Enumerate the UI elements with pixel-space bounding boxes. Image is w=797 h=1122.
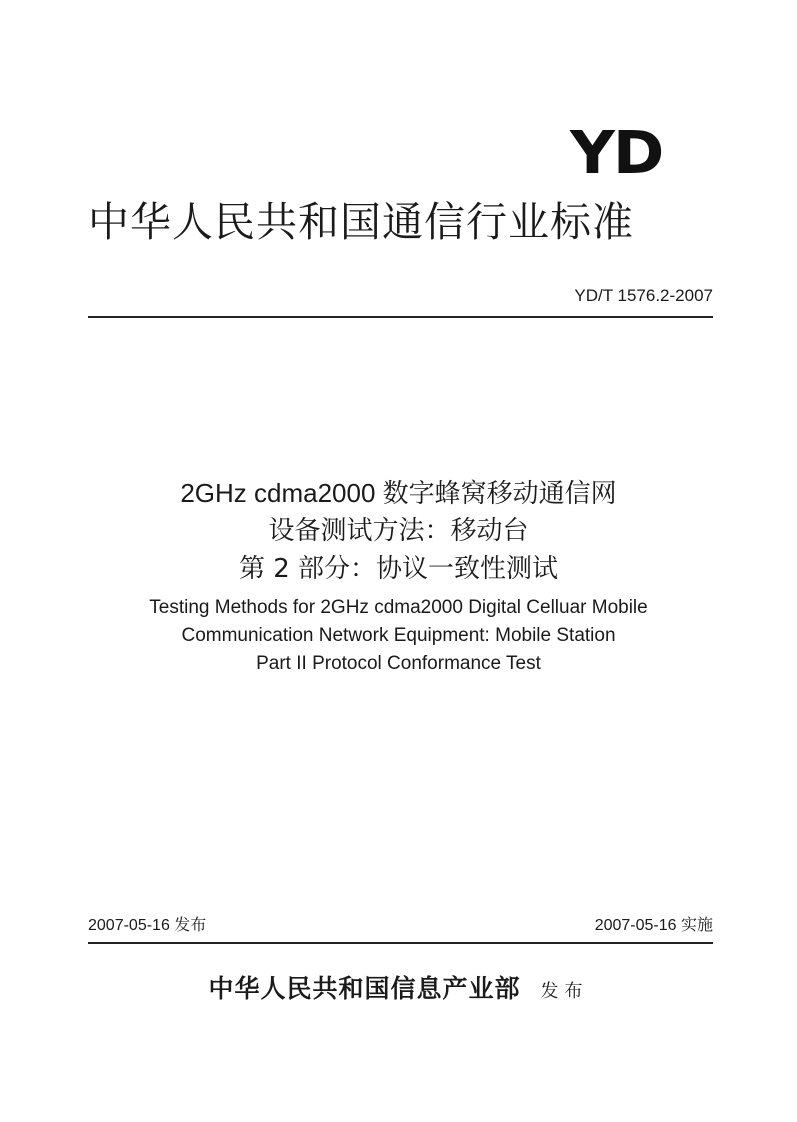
standard-number: YD/T 1576.2-2007 [574, 286, 713, 305]
implementation-date: 2007-05-16 实施 [594, 917, 713, 934]
yd-logo: YD [570, 117, 663, 188]
header-divider [88, 316, 713, 318]
chinese-title-line-1: 2GHz cdma2000 数字蜂窝移动通信网 [180, 478, 617, 508]
publisher-name: 中华人民共和国信息产业部 [208, 974, 521, 1003]
date-row [88, 914, 713, 938]
english-title-line-2: Communication Network Equipment: Mobile Station [181, 625, 616, 646]
issue-date: 2007-05-16 发布 [88, 917, 207, 934]
english-title-line-3: Part II Protocol Conformance Test [256, 653, 541, 674]
chinese-title-line-2: 设备测试方法：移动台 [268, 516, 529, 546]
publisher-verb: 发布 [540, 981, 589, 1002]
chinese-title-line-3: 第 2 部分：协议一致性测试 [238, 554, 559, 584]
english-title-line-1: Testing Methods for 2GHz cdma2000 Digital Celluar Mobile [149, 597, 648, 618]
standard-category-title: 中华人民共和国通信行业标准 [88, 198, 634, 246]
footer-divider [88, 942, 713, 944]
publisher-line [0, 972, 797, 1009]
document-title-block [60, 474, 737, 678]
